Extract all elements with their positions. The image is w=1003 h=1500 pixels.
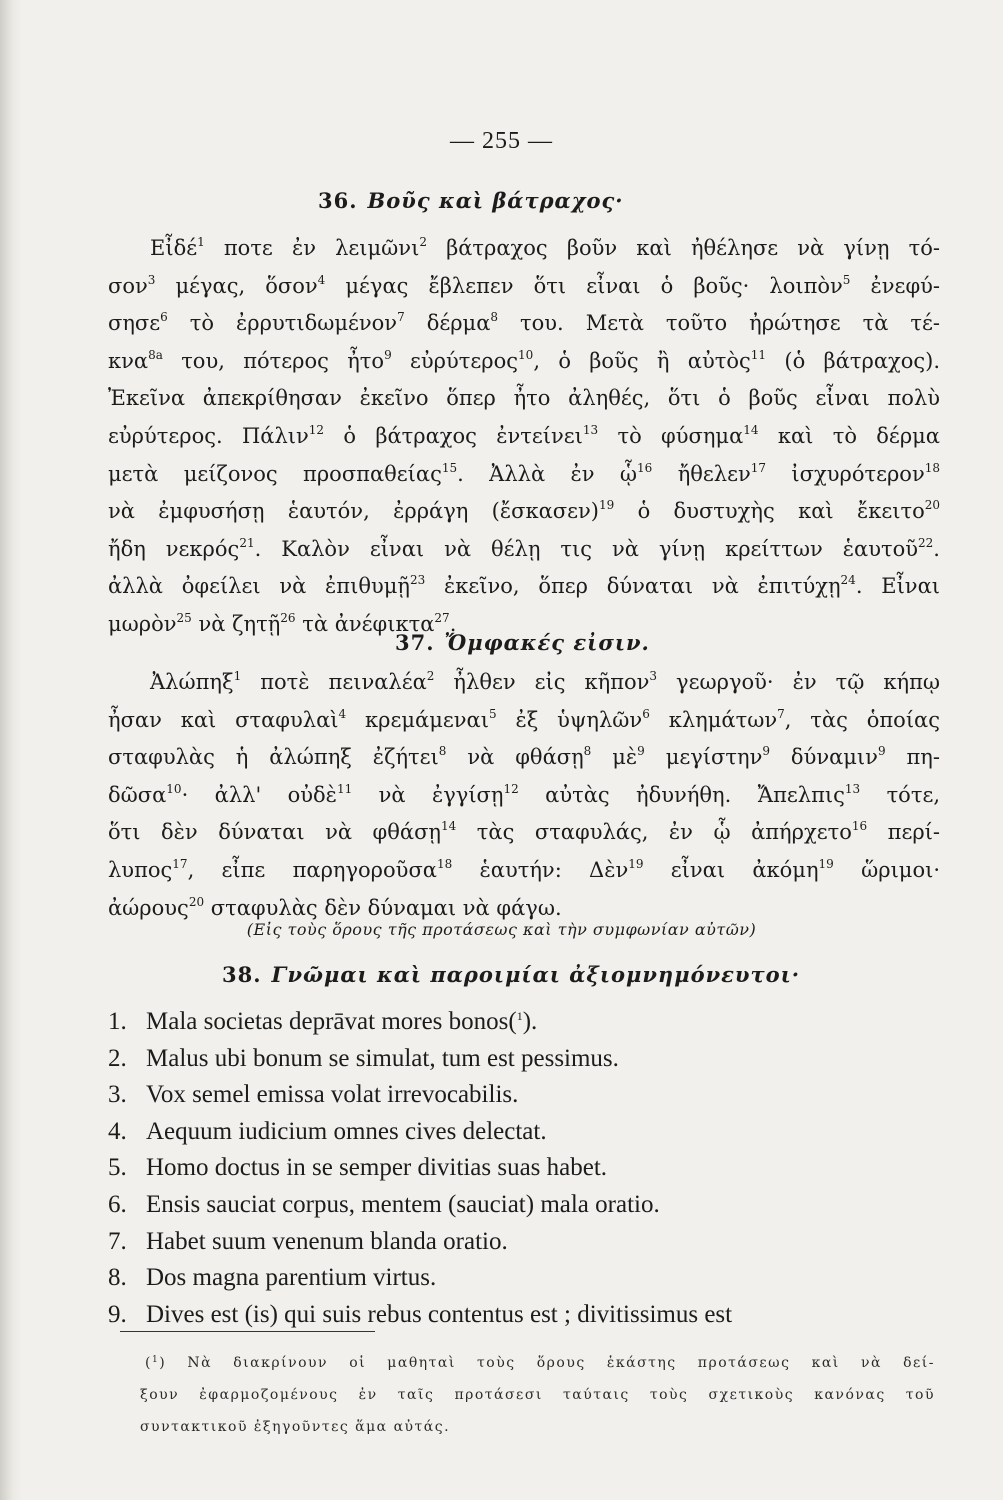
heading-37	[395, 630, 650, 655]
heading-title: Ὄμφακές εἰσιν.	[444, 630, 650, 655]
note-marker: 24	[840, 573, 856, 588]
note-marker: 25	[176, 611, 192, 625]
text-run: δῶσα	[108, 782, 167, 807]
heading-number: 38.	[222, 962, 262, 987]
text-run: ἀώρους	[108, 895, 189, 920]
maxim-item	[108, 1228, 948, 1256]
maxim-text	[146, 1045, 619, 1072]
text-run: αὐτὰς ἠδυνήθη. Ἄπελπις	[518, 782, 845, 807]
maxim-item	[108, 1191, 948, 1219]
text-run: καὶ τὸ δέρμα	[758, 424, 940, 448]
text-run: λυπος	[108, 858, 173, 882]
note-marker: 26	[280, 611, 296, 625]
text-run: . Εἶναι	[855, 574, 940, 599]
note-marker: 1	[151, 1355, 160, 1365]
note-marker: 8a	[148, 347, 163, 362]
note-marker: 5	[488, 706, 497, 721]
text-run: .	[933, 536, 940, 561]
text-line	[108, 311, 940, 335]
maxim-item	[108, 1008, 948, 1036]
text-line	[108, 708, 940, 732]
maxim-number: 8.	[108, 1264, 127, 1292]
maxim-number: 2.	[108, 1044, 127, 1072]
text-run: μωρὸν	[108, 612, 177, 636]
note-marker: 20	[924, 498, 940, 513]
text-line	[108, 745, 940, 769]
note-marker: 7	[777, 706, 785, 721]
maxim-number: 5.	[108, 1154, 127, 1182]
text-run: τὰ ἀνέφικτα	[295, 612, 435, 636]
note-marker: 23	[409, 573, 426, 588]
note-marker: 15	[441, 460, 458, 475]
maxim-text	[146, 1118, 547, 1145]
note-marker: 3	[147, 272, 156, 287]
maxim-number: 4.	[108, 1117, 127, 1145]
maxim-number: 3.	[108, 1081, 127, 1109]
text-line	[108, 574, 940, 598]
text-line	[108, 820, 940, 844]
maxim-number: 6.	[108, 1191, 127, 1218]
note-marker: 16	[851, 819, 868, 834]
text-line	[108, 462, 940, 486]
text-run: Ἀλώπηξ	[150, 670, 234, 694]
note-marker: 18	[924, 460, 941, 475]
text-run: Vox semel emissa volat irrevocabilis.	[146, 1081, 519, 1109]
maxim-number: 1.	[108, 1008, 127, 1035]
grammar-caption: (Εἰς τοὺς ὅρους τῆς προτάσεως καὶ τὴν συμφωνίαν αὐτῶν)	[246, 920, 757, 939]
note-marker: 1	[233, 669, 242, 683]
note-marker: 18	[436, 857, 453, 871]
text-line	[108, 858, 940, 882]
text-run: Ἐκεῖνα ἀπεκρίθησαν ἐκεῖνο ὅπερ ἦτο ἀληθές, ὅτι ὁ βοῦς εἶναι πολὺ	[108, 386, 940, 411]
text-run: , τὰς ὁποίας	[784, 707, 941, 732]
text-run: μέγας, ὅσον	[155, 273, 318, 298]
text-line	[150, 670, 940, 694]
maxim-text	[146, 1081, 518, 1108]
text-run: ἑαυτήν: Δὲν	[452, 858, 629, 882]
note-marker: 8	[438, 744, 447, 759]
note-marker: 19	[818, 857, 834, 871]
text-run: .	[449, 612, 457, 636]
maxim-item	[108, 1264, 948, 1292]
note-marker: 9	[637, 744, 645, 759]
text-run: τὸ ἐρρυτιδωμένον	[167, 311, 398, 336]
note-marker: 19	[598, 498, 615, 513]
note-marker: 9	[877, 744, 886, 759]
note-marker: 6	[160, 310, 168, 325]
note-marker: 11	[750, 347, 767, 362]
text-run: Mala societas deprāvat mores bonos(	[146, 1008, 517, 1035]
note-marker: 4	[317, 272, 326, 287]
note-marker: 22	[918, 535, 934, 550]
text-run: ἰσχυρότερον	[766, 461, 925, 486]
text-run: σον	[108, 273, 148, 298]
text-run: σησε	[108, 311, 161, 336]
maxim-text	[146, 1008, 537, 1035]
text-run: Ensis sauciat corpus, mentem (sauciat) mala oratio.	[146, 1191, 660, 1218]
maxim-text	[146, 1154, 607, 1181]
note-marker: 14	[743, 423, 759, 437]
binding-shadow	[0, 0, 22, 1500]
note-marker: 11	[336, 781, 353, 796]
note-marker: 9	[384, 347, 392, 362]
note-marker: 13	[582, 423, 599, 437]
note-marker: 17	[750, 460, 767, 475]
text-run: μέγας ἔβλεπεν ὅτι εἶναι ὁ βοῦς· λοιπὸν	[325, 273, 843, 298]
text-run: Dos magna parentium virtus.	[146, 1264, 437, 1292]
text-run: νὰ ἐγγίσῃ	[352, 782, 504, 807]
text-run: ὥριμοι·	[833, 858, 940, 882]
note-marker: 7	[397, 310, 405, 325]
text-line	[108, 783, 940, 807]
text-run: τότε,	[860, 782, 940, 807]
text-run: τὰς σταφυλάς, ἐν ᾧ ἀπήρχετο	[456, 820, 852, 845]
text-run: ἀλλὰ ὀφείλει νὰ ἐπιθυμῇ	[108, 574, 410, 599]
maxim-item	[108, 1118, 948, 1146]
note-marker: 8	[490, 310, 499, 325]
text-line	[108, 499, 940, 523]
heading-title: Βοῦς καὶ βάτραχος·	[367, 188, 624, 213]
maxim-text	[146, 1228, 508, 1255]
text-run: (	[145, 1355, 152, 1371]
note-marker: 14	[441, 819, 457, 834]
text-line	[108, 537, 940, 561]
note-marker: 10	[166, 781, 182, 796]
text-run: πη-	[885, 745, 940, 770]
footnote-rule	[120, 1331, 375, 1332]
text-run: (ὁ βάτραχος).	[766, 348, 940, 373]
heading-number: 37.	[395, 630, 435, 655]
note-marker: 2	[426, 669, 435, 683]
text-run: . Καλὸν εἶναι νὰ θέλῃ τις νὰ γίνῃ κρείττων ἑαυτοῦ	[254, 536, 919, 561]
text-run: δέρμα	[404, 311, 491, 336]
maxim-text	[146, 1264, 436, 1291]
text-run: μετὰ μείζονος προσπαθείας	[108, 461, 442, 486]
text-run: συντακτικοῦ ἐξηγοῦντες ἅμα αὐτάς.	[140, 1419, 451, 1435]
text-run: , εἶπε παρηγοροῦσα	[187, 858, 437, 882]
maxim-item	[108, 1154, 948, 1182]
heading-title: Γνῶμαι καὶ παροιμίαι ἀξιομνημόνευτοι·	[271, 962, 801, 987]
note-marker: 1	[516, 1009, 523, 1023]
text-run: ) Νὰ διακρίνουν οἱ μαθηταὶ τοὺς ὅρους ἑκάστης προτάσεως καὶ νὰ δεί-	[159, 1355, 935, 1371]
note-marker: 8	[583, 744, 592, 759]
heading-36	[318, 188, 624, 213]
text-run: του. Μετὰ τοῦτο ἠρώτησε τὰ τέ-	[498, 311, 940, 336]
heading-number: 36.	[318, 188, 358, 213]
note-marker: 12	[308, 423, 325, 437]
text-run: Habet suum venenum blanda oratio.	[146, 1227, 508, 1255]
text-run: δύναμιν	[770, 745, 878, 770]
text-run: Dives est (is) qui suis rebus contentus est ; divitissimus est	[146, 1300, 733, 1328]
note-marker: 1	[197, 235, 205, 249]
text-run: ὅτι δὲν δύναται νὰ φθάσῃ	[108, 820, 441, 845]
maxim-item	[108, 1081, 948, 1109]
text-run: εὐρύτερος. Πάλιν	[108, 424, 309, 448]
text-run: του, πότερος ἦτο	[162, 348, 385, 373]
text-run: ἦλθεν εἰς κῆπον	[434, 670, 650, 694]
text-line	[150, 236, 940, 260]
text-run: σταφυλὰς ἡ ἀλώπηξ ἐζήτει	[108, 745, 439, 770]
text-run: εὐρύτερος	[391, 348, 519, 373]
text-run: ξουν ἐφαρμοζομένους ἐν ταῖς προτάσεσι ταύταις τοὺς σχετικοὺς κανόνας τοῦ	[140, 1387, 935, 1403]
text-run: ἐνεφύ-	[850, 273, 941, 298]
note-marker: 5	[842, 272, 851, 287]
text-run: τὸ φύσημα	[598, 424, 744, 448]
text-line	[108, 274, 940, 298]
text-run: · ἀλλ' οὐδὲ	[181, 782, 337, 807]
text-run: σταφυλὰς δὲν δύναμαι νὰ φάγω.	[204, 895, 562, 920]
text-run: ἐκεῖνο, ὅπερ δύναται νὰ ἐπιτύχῃ	[425, 574, 841, 599]
maxim-text	[146, 1301, 732, 1328]
page-number: — 255 —	[450, 128, 553, 154]
text-run: περί-	[867, 820, 941, 845]
note-marker: 21	[239, 535, 255, 550]
text-line	[108, 424, 940, 448]
note-marker: 13	[844, 781, 861, 796]
text-run: ποτὲ πειναλέα	[241, 670, 427, 694]
text-run: ἐξ ὑψηλῶν	[496, 707, 643, 732]
text-run: νὰ ἐμφυσήσῃ ἑαυτόν, ἐρράγη (ἔσκασεν)	[108, 499, 599, 524]
note-marker: 12	[503, 781, 519, 796]
text-run: κρεμάμεναι	[346, 707, 489, 732]
text-line	[108, 386, 940, 410]
text-run: ἦσαν καὶ σταφυλαὶ	[108, 707, 339, 732]
text-run: κλημάτων	[649, 707, 778, 732]
text-run: εἶναι ἀκόμη	[643, 858, 819, 882]
text-run: ὁ βάτραχος ἐντείνει	[324, 424, 583, 448]
footnote-line	[140, 1419, 935, 1435]
text-run: ποτε ἐν λειμῶνι	[204, 236, 420, 260]
text-run: ἤθελεν	[652, 461, 751, 486]
text-line	[108, 896, 940, 920]
note-marker: 10	[518, 347, 534, 362]
text-run: Aequum iudicium omnes cives delectat.	[146, 1117, 547, 1145]
text-run: νὰ φθάσῃ	[446, 745, 584, 770]
text-run: . Ἀλλὰ ἐν ᾧ	[457, 461, 638, 486]
note-marker: 27	[434, 611, 450, 625]
note-marker: 2	[419, 235, 427, 249]
text-run: Homo doctus in se semper divitias suas habet.	[146, 1154, 608, 1182]
note-marker: 4	[338, 706, 347, 721]
footnote-line	[145, 1355, 935, 1371]
text-run: Εἶδέ	[150, 236, 198, 260]
text-run: , ὁ βοῦς ἢ αὐτὸς	[533, 348, 751, 373]
footnote-line	[140, 1387, 935, 1403]
note-marker: 16	[637, 460, 653, 475]
text-run: κνα	[108, 348, 149, 373]
text-run: ὁ δυστυχὴς καὶ ἔκειτο	[614, 499, 925, 524]
text-run: Malus ubi bonum se simulat, tum est pessimus.	[146, 1044, 619, 1072]
text-run: μεγίστην	[644, 745, 763, 770]
maxim-number: 7.	[108, 1227, 127, 1255]
text-run: ἤδη νεκρός	[108, 536, 240, 561]
text-run: μὲ	[591, 745, 638, 770]
note-marker: 9	[762, 744, 770, 759]
text-run: βάτραχος βοῦν καὶ ἠθέλησε νὰ γίνῃ τό-	[426, 236, 940, 260]
maxim-number: 9.	[108, 1300, 127, 1328]
heading-38	[222, 962, 800, 987]
note-marker: 19	[628, 857, 644, 871]
text-line	[108, 349, 940, 373]
note-marker: 6	[642, 706, 650, 721]
maxim-text	[146, 1191, 660, 1218]
note-marker: 17	[172, 857, 188, 871]
note-marker: 20	[188, 894, 205, 909]
text-run: γεωργοῦ· ἐν τῷ κήπῳ	[657, 670, 940, 694]
text-run: ).	[522, 1008, 538, 1035]
maxim-item	[108, 1301, 948, 1329]
text-run: νὰ ζητῇ	[191, 612, 281, 636]
maxim-item	[108, 1045, 948, 1073]
note-marker: 3	[649, 669, 658, 683]
